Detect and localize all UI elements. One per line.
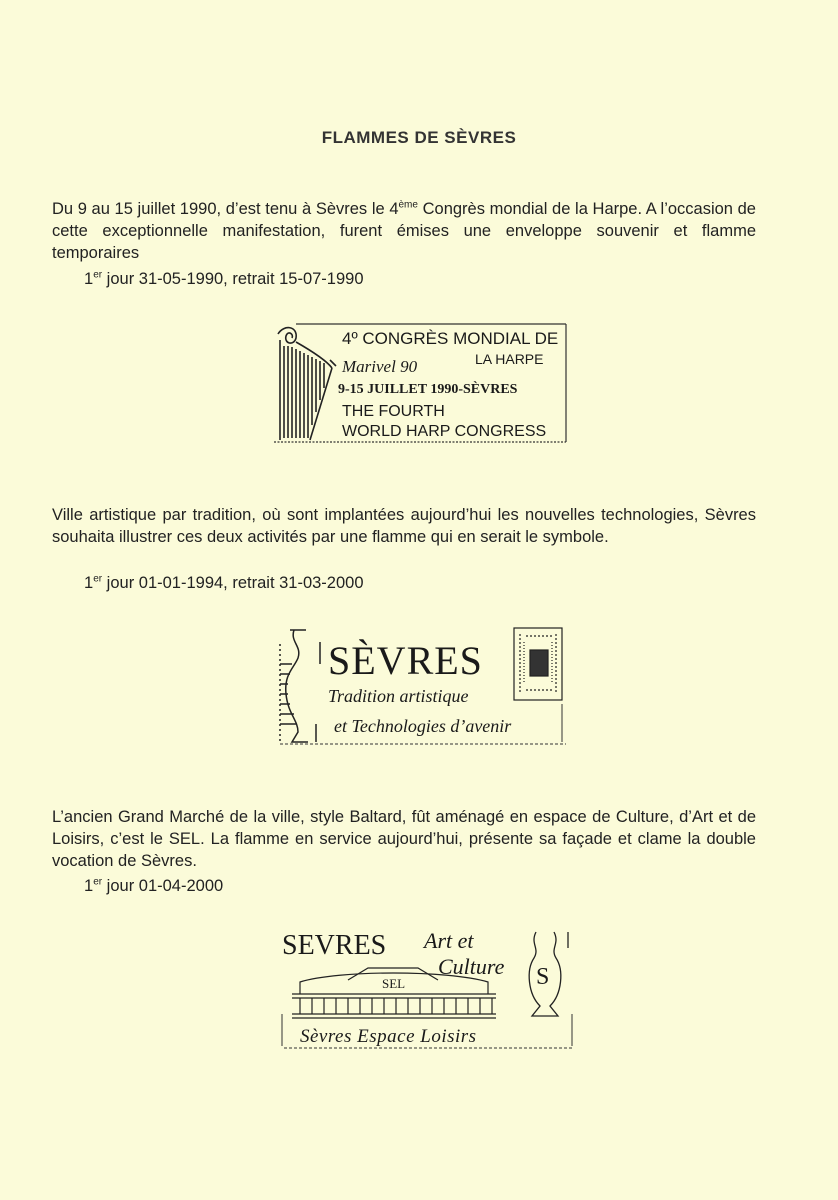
stamp-bottom: Sèvres Espace Loisirs <box>300 1026 477 1047</box>
paragraph-text: L’ancien Grand Marché de la ville, style Baltard, fût aménagé en espace de Culture, d’Art et de Loisirs, c’est le SEL. La flamme en service aujourd’hui, présente sa façade et clame la double vocation de Sèvres. <box>52 808 756 870</box>
stamp-line-2: LA HARPE <box>475 351 544 367</box>
paragraph-text: Ville artistique par tradition, où sont implantées aujourd’hui les nouvelles technologies, Sèvres souhaita illustrer ces deux activités par une flamme qui en serait le symbole. <box>52 506 756 546</box>
date-number: 1 <box>84 270 94 288</box>
superscript: er <box>93 876 103 888</box>
stamp-line-5: WORLD HARP CONGRESS <box>342 423 547 440</box>
date-number: 1 <box>84 877 94 895</box>
stamp-culture: Culture <box>438 954 505 979</box>
paragraph-text: Congrès mondial de la Harpe. A l’occasion de cette exceptionnelle manifestation, furent émises une enveloppe souvenir et flamme temporaires <box>52 200 756 262</box>
date-text: jour 01-04-2000 <box>102 877 224 895</box>
stamp-signature: Marivel 90 <box>342 357 418 376</box>
paragraph-market-hall <box>52 806 756 872</box>
harp-icon <box>278 328 336 440</box>
superscript: er <box>93 269 103 281</box>
stamp-sel-label: SEL <box>382 976 406 991</box>
page-title: FLAMMES DE SÈVRES <box>321 128 517 147</box>
stamp-line-2: et Technologies d’avenir <box>334 716 512 736</box>
stamp-title: SÈVRES <box>328 638 483 683</box>
date-number: 1 <box>84 574 94 592</box>
stamp-art: Art et <box>424 928 474 953</box>
stamp-title: SEVRES <box>282 930 387 961</box>
superscript: ème <box>398 199 418 211</box>
dates-line-2 <box>84 572 364 594</box>
dates-line-3 <box>84 875 223 897</box>
stamp-line-1: Tradition artistique <box>328 686 469 706</box>
vase-icon <box>280 630 320 742</box>
date-text: jour 31-05-1990, retrait 15-07-1990 <box>102 270 364 288</box>
stamp-line-4: THE FOURTH <box>342 403 445 420</box>
date-text: jour 01-01-1994, retrait 31-03-2000 <box>102 574 364 592</box>
stamp-line-3: 9-15 JUILLET 1990-SÈVRES <box>338 382 518 397</box>
paragraph-text: Du 9 au 15 juillet 1990, d’est tenu à Sèvres le 4 <box>52 200 399 218</box>
paragraph-technology <box>52 504 756 548</box>
superscript: er <box>93 573 103 585</box>
stamp-sel <box>278 924 578 1052</box>
stamp-line-1: 4º CONGRÈS MONDIAL DE <box>342 329 559 348</box>
stamp-harp-congress <box>270 320 570 446</box>
paragraph-harp-congress <box>52 198 756 264</box>
stamp-letter: S <box>536 964 550 990</box>
dates-line-1 <box>84 268 364 290</box>
stamp-tradition-technology <box>276 624 568 750</box>
microchip-icon <box>514 628 562 700</box>
